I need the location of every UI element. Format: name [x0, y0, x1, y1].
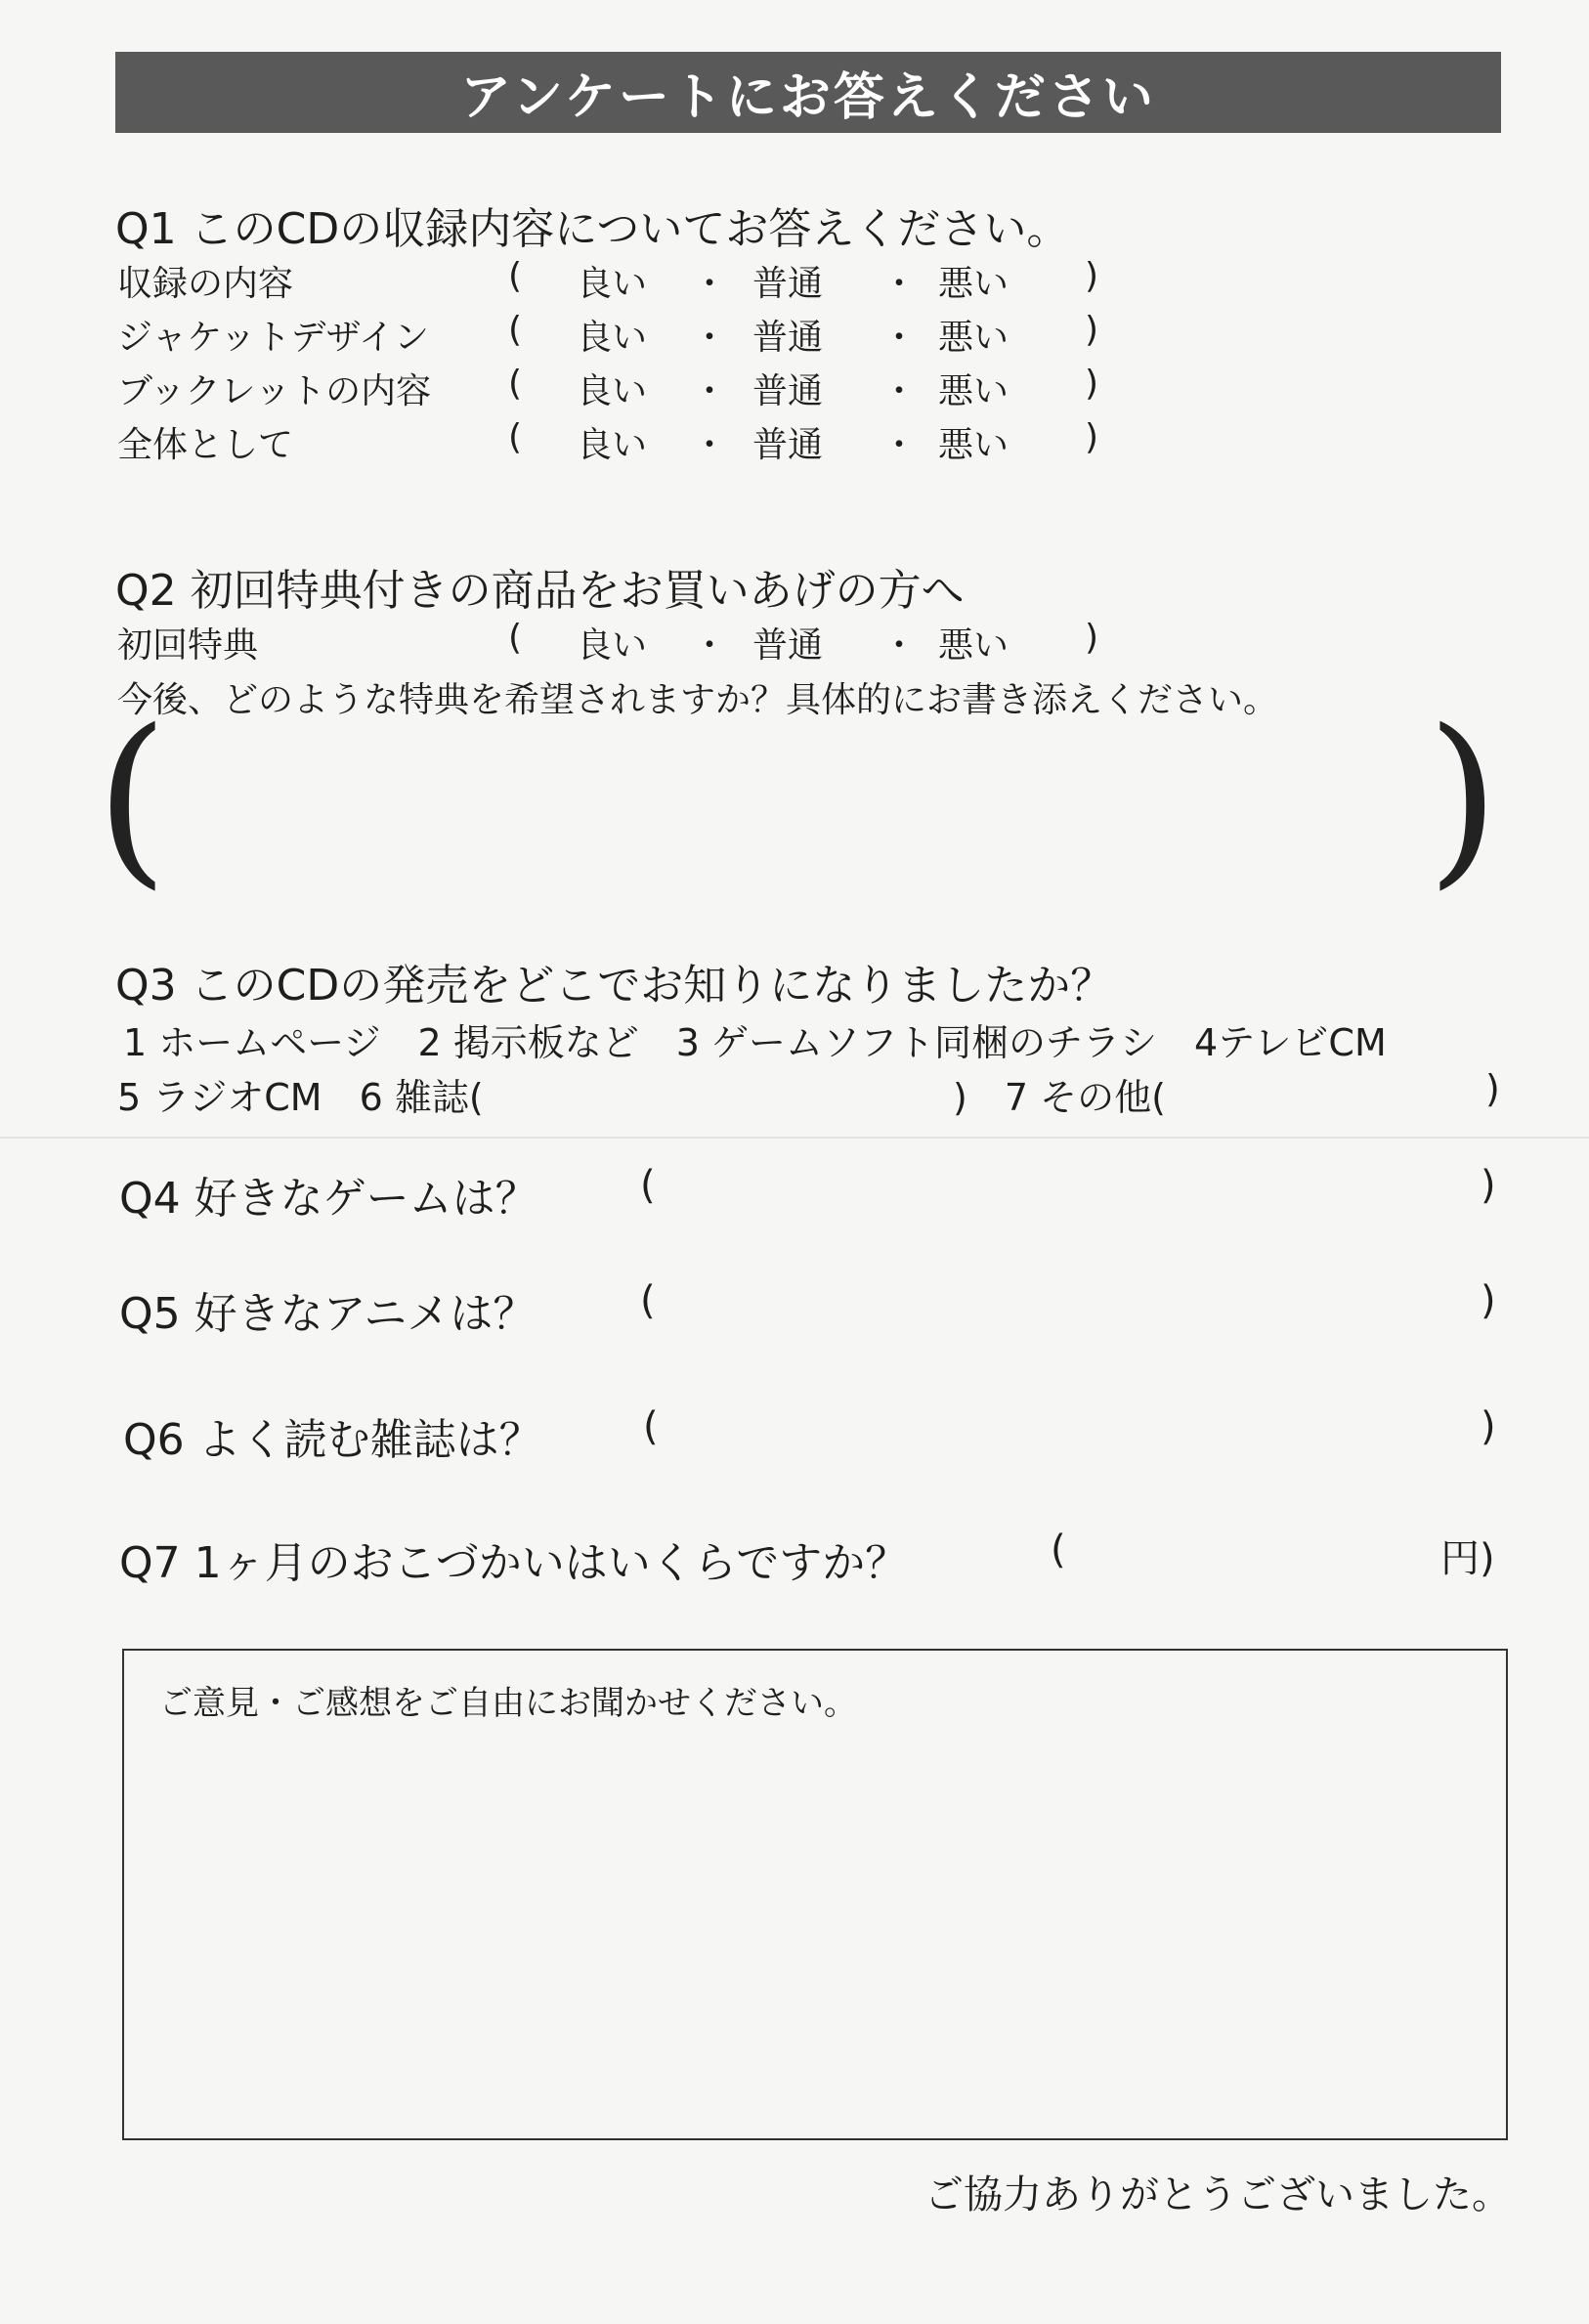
q3-options-line2-c: )	[1485, 1067, 1500, 1110]
option-bad[interactable]: 悪い	[938, 371, 1009, 411]
survey-title: アンケートにお答えください	[460, 68, 1156, 127]
close-paren: )	[1085, 417, 1099, 457]
open-paren: (	[643, 1404, 659, 1449]
close-paren: )	[1085, 310, 1099, 350]
option-bad[interactable]: 悪い	[938, 425, 1009, 465]
q5-title: Q5 好きなアニメは？	[119, 1289, 537, 1339]
magazine-name-field[interactable]	[528, 1065, 948, 1112]
comments-prompt: ご意見・ご感想をご自由にお聞かせください。	[159, 1684, 857, 1723]
thank-you-message: ご協力ありがとうございました。	[924, 2173, 1511, 2217]
option-good[interactable]: 良い	[577, 264, 648, 304]
q1-title: Q1 このCDの収録内容についてお答えください。	[115, 204, 1070, 254]
q2-row-bonus	[117, 618, 1099, 666]
q3-options-line1: 1 ホームページ 2 掲示板など 3 ゲームソフト同梱のチラシ 4テレビCM	[123, 1021, 1387, 1064]
separator: ・	[692, 371, 728, 411]
other-source-field[interactable]	[1192, 1065, 1485, 1112]
q1-row-jacket	[117, 310, 1099, 358]
option-good[interactable]: 良い	[577, 625, 648, 666]
separator: ・	[881, 425, 918, 465]
close-paren: )	[1085, 256, 1099, 296]
row-label: 初回特典	[117, 625, 259, 666]
option-good[interactable]: 良い	[577, 371, 648, 411]
close-paren: )	[1085, 618, 1099, 658]
close-paren: )	[1481, 1404, 1496, 1449]
bonus-answer-open-paren: (	[96, 690, 169, 906]
close-paren: )	[1481, 1163, 1496, 1208]
magazine-field[interactable]	[668, 1402, 1476, 1453]
row-label: 全体として	[117, 425, 294, 465]
q3-title: Q3 このCDの発売をどこでお知りになりましたか？	[115, 961, 1114, 1011]
q4-title: Q4 好きなゲームは？	[119, 1174, 538, 1224]
open-paren: (	[1051, 1528, 1066, 1572]
option-bad[interactable]: 悪い	[938, 264, 1009, 304]
q1-row-booklet	[117, 364, 1099, 411]
option-good[interactable]: 良い	[577, 425, 648, 465]
separator: ・	[881, 264, 918, 304]
open-paren: (	[640, 1278, 656, 1323]
separator: ・	[692, 318, 728, 358]
favorite-anime-field[interactable]	[665, 1276, 1476, 1327]
close-paren: )	[1481, 1278, 1496, 1323]
q2-prompt: 今後、どのような特典を希望されますか？具体的にお書き添えください。	[117, 680, 1279, 720]
option-normal[interactable]: 普通	[752, 318, 824, 358]
survey-header	[115, 52, 1501, 133]
option-normal[interactable]: 普通	[752, 425, 824, 465]
option-good[interactable]: 良い	[577, 318, 648, 358]
allowance-field[interactable]	[1075, 1526, 1437, 1576]
row-label: 収録の内容	[117, 264, 294, 304]
close-paren: )	[1085, 364, 1099, 404]
open-paren: (	[508, 256, 523, 296]
favorite-game-field[interactable]	[665, 1161, 1476, 1212]
option-normal[interactable]: 普通	[752, 264, 824, 304]
q1-row-recording	[117, 256, 1099, 304]
fold-line	[0, 1137, 1589, 1139]
yen-close-paren: 円)	[1440, 1536, 1495, 1581]
separator: ・	[881, 625, 918, 666]
option-normal[interactable]: 普通	[752, 371, 824, 411]
q3-options-line2-a: 5 ラジオCM 6 雑誌(	[117, 1076, 484, 1119]
open-paren: (	[508, 417, 523, 457]
comments-box[interactable]	[122, 1649, 1508, 2140]
open-paren: (	[640, 1163, 656, 1208]
open-paren: (	[508, 618, 523, 658]
q1-row-overall	[117, 417, 1099, 465]
option-normal[interactable]: 普通	[752, 625, 824, 666]
row-label: ジャケットデザイン	[117, 318, 429, 358]
option-bad[interactable]: 悪い	[938, 625, 1009, 666]
separator: ・	[692, 425, 728, 465]
separator: ・	[692, 625, 728, 666]
bonus-answer-field[interactable]	[166, 723, 1417, 870]
separator: ・	[881, 318, 918, 358]
option-bad[interactable]: 悪い	[938, 318, 1009, 358]
q7-title: Q7 1ヶ月のおこづかいはいくらですか？	[119, 1538, 909, 1588]
separator: ・	[692, 264, 728, 304]
bonus-answer-close-paren: )	[1427, 690, 1500, 906]
open-paren: (	[508, 310, 523, 350]
q3-options-line2-b: ) 7 その他(	[953, 1076, 1166, 1119]
q6-title: Q6 よく読む雑誌は？	[123, 1415, 542, 1465]
q2-title: Q2 初回特典付きの商品をお買いあげの方へ	[115, 566, 965, 616]
open-paren: (	[508, 364, 523, 404]
row-label: ブックレットの内容	[117, 371, 432, 411]
separator: ・	[881, 371, 918, 411]
